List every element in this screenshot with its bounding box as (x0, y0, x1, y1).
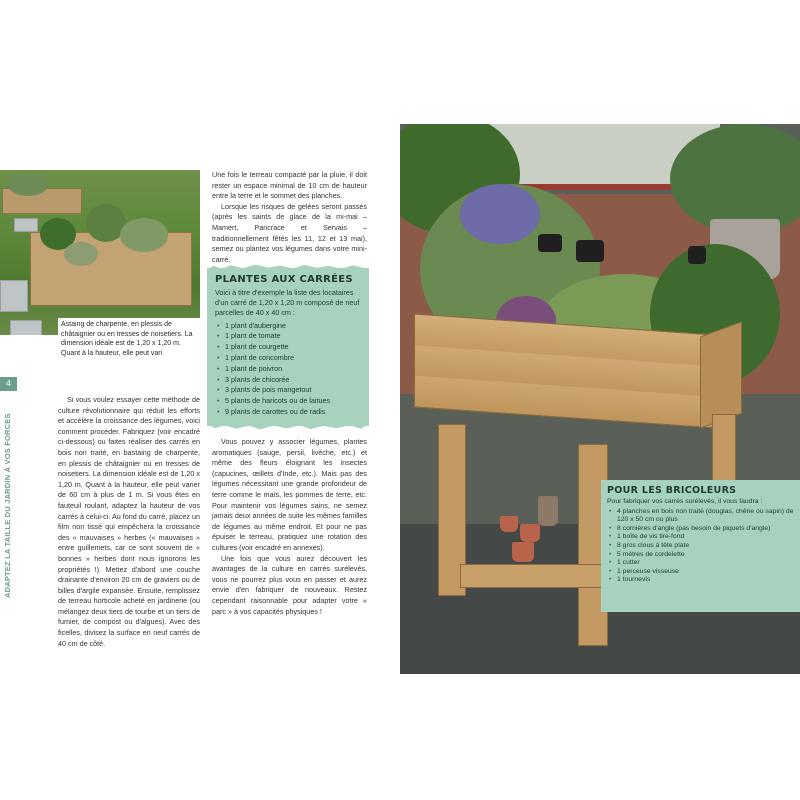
page-number: 4 (0, 377, 17, 391)
list-item: • 3 plants de chicorée (217, 374, 290, 384)
plantes-box (207, 268, 369, 426)
list-item: • 5 mètres de cordelette (609, 550, 685, 558)
body-paragraph: Si vous voulez essayer cette méthode de culture révolutionnaire qui réduit les efforts et accélère la croissance des légumes, voici comment procéder. Fabriquez (voir encadré ci-dessous) ou faites réaliser des carrés en bois non traité, en bastaing de charpente, en plessis de châtaignier ou en tresses de noisetiers. La dimension idéale est de 1,20 x 1,20 m. Quant à la hauteur, elle peut varier de 60 cm à plus de 1 m. Si vous êtes en fauteuil roulant, adaptez la hauteur de vos carrés à celui-ci. Au fond du carré, placez un film non tissé qui empêchera la croissance des « mauvaises » herbes (« mauvaises » entre guillemets, car ce sont souvent de « bonnes » herbes dont nous ignorons les propriétés !). Mettez d'abord une couche drainante d'environ 20 cm de graviers ou de billes d'argile expansée. Ensuite, remplissez de terreau horticole acheté en jardinerie (ou mélangez deux tiers de tourbe et un tiers de fumier, de compost ou d'algues). Avec des ficelles, divisez la surface en neuf carrés de 40 cm de côté. (58, 395, 200, 648)
body-paragraph: Lorsque les risques de gelées seront passés (après les saints de glace de la mi-mai – Mamert, Pancrace et Servais – traditionnellement fêtés les 11, 12 et 13 mai), semez ou plantez vos légumes dans votre mini-carré. (212, 201, 367, 264)
list-item: • 3 plants de pois mangetout (217, 385, 312, 395)
body-column-1 (58, 395, 200, 649)
body-paragraph: Vous pouvez y associer légumes, plantes aromatiques (sauge, persil, livèche, etc.) et même des fleurs éloignant les insectes (capucines, œillets d'Inde, etc.). Mais pas des légumes nécessitant une grande profondeur de terre comme le maïs, les pommes de terre, etc. Pour maintenir vos légumes sains, ne semez jamais deux années de suite les mêmes familles de légumes au même endroit. Et pour ne pas épuiser le terreau, pratiquez une rotation des cultures (voir encadré en annexes). (212, 437, 367, 552)
raised-bed-photo (0, 170, 200, 335)
list-item: • 5 plants de haricots ou de laitues (217, 396, 331, 406)
plant-label-sign (576, 240, 604, 262)
list-item: • 1 plant d'aubergine (217, 320, 286, 330)
list-item: • 8 cornières d'angle (pas besoin de piquets d'angle) (609, 524, 771, 532)
plantes-list (215, 321, 361, 418)
box-title: PLANTES AUX CARRÉES (215, 274, 353, 285)
list-item: • 1 plant de courgette (217, 342, 289, 352)
body-column-2-top (212, 170, 367, 265)
box-intro: Voici à titre d'exemple la liste des locataires d'un carré de 1,20 x 1,20 m composé de neuf parcelles de 40 x 40 cm : (215, 288, 360, 318)
list-item: • 4 planches en bois non traité (douglas, chêne ou sapin) de 120 x 50 cm ou plus (609, 507, 794, 524)
box-intro: Pour fabriquer vos carrés surélevés, il vous faudra : (607, 498, 763, 505)
list-item: • 1 perceuse visseuse (609, 567, 679, 575)
list-item: • 1 plant de poivron (217, 363, 283, 373)
body-column-2-bottom (212, 437, 367, 617)
plant-label-sign (538, 234, 562, 252)
list-item: • 1 plant de concombre (217, 353, 295, 362)
box-title: POUR LES BRICOLEURS (607, 485, 737, 496)
list-item: • 1 boîte de vis tire-fond (609, 533, 685, 541)
plant-label-sign (688, 246, 706, 264)
list-item: • 1 plant de tomate (217, 331, 281, 341)
list-item: • 1 tournevis (609, 576, 651, 584)
list-item: • 9 plants de carottes ou de radis (217, 406, 326, 416)
body-paragraph: Une fois que vous aurez découvert les avantages de la culture en carrés surélevés, vous ne pourrez plus vous en passer et aurez envie d'en fabriquer de nouveaux. Restez cependant raisonnable pour adapter votre « parc » à vos capacités physiques ! (212, 553, 367, 616)
list-item: • 8 gros clous à tête plate (609, 541, 690, 549)
bricoleurs-box (601, 480, 800, 612)
bricoleurs-list (607, 508, 794, 585)
list-item: • 1 cutter (609, 559, 640, 567)
running-title: ADAPTEZ LA TAILLE DU JARDIN À VOS FORCES (3, 413, 12, 598)
body-paragraph: Une fois le terreau compacté par la pluie, il doit rester un espace minimal de 10 cm de hauteur entre la terre et le sommet des planches. (212, 170, 367, 201)
photo-caption: Astaing de charpente, en plessis de châtaignier ou en tresses de noisetiers. La dimension idéale est de 1,20 x 1,20 m. Quant à la hauteur, elle peut vari (58, 318, 204, 360)
